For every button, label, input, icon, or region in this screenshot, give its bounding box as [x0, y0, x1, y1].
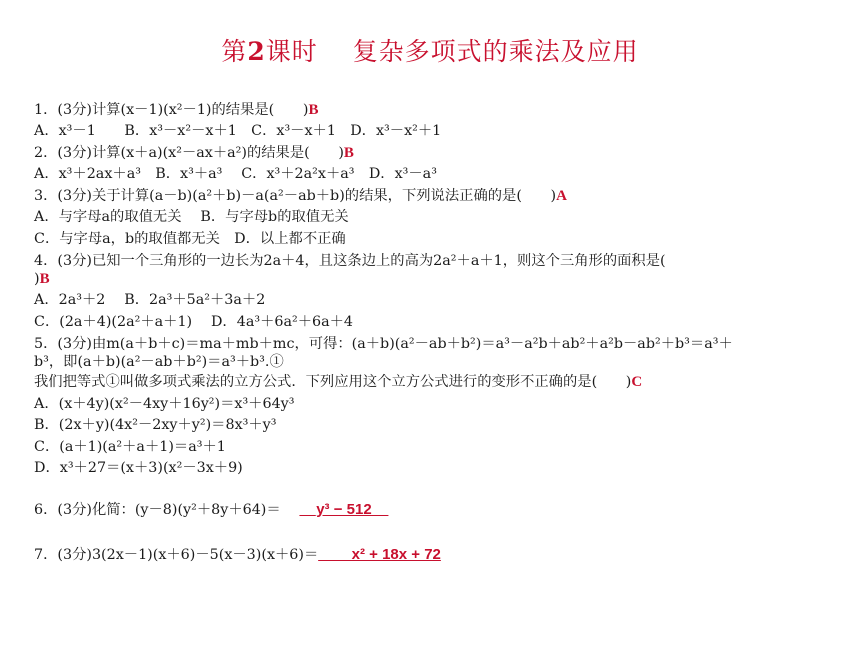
title-text: 课时 复杂多项式的乘法及应用: [265, 37, 639, 66]
question-7-answer: ____x² + 18x + 72: [318, 546, 441, 563]
question-7-text: 7．(3分)3(2x－1)(x＋6)－5(x－3)(x＋6)＝: [34, 547, 319, 563]
question-2-options: A．x³＋2ax＋a³ B．x³＋a³ C．x³＋2a²x＋a³ D．x³－a³: [34, 166, 437, 182]
question-5-option-d: D．x³＋27＝(x＋3)(x²－3x＋9): [34, 460, 243, 476]
question-5-text: 我们把等式①叫做多项式乘法的立方公式．下列应用这个立方公式进行的变形不正确的是( ): [34, 374, 632, 390]
question-3-options-cd: C．与字母a，b的取值都无关 D．以上都不正确: [34, 231, 346, 247]
question-6: [34, 500, 388, 520]
question-4-options-cd: C．(2a＋4)(2a²＋a＋1) D．4a³＋6a²＋6a＋4: [34, 314, 354, 330]
question-5-line-2: b³，即(a＋b)(a²－ab＋b²)＝a³＋b³.①: [34, 354, 284, 370]
question-6-text: 6．(3分)化简：(y－8)(y²＋8y＋64)＝: [34, 502, 300, 518]
question-4-stem-end: [34, 269, 50, 289]
question-3-answer: A: [556, 188, 567, 204]
title-prefix: 第: [221, 37, 248, 66]
question-5-answer: C: [631, 374, 643, 390]
question-4-options-ab: A．2a³＋2 B．2a³＋5a²＋3a＋2: [34, 292, 266, 308]
question-5-option-b: B．(2x＋y)(4x²－2xy＋y²)＝8x³＋y³: [34, 417, 277, 433]
question-3-options-ab: A．与字母a的取值无关 B．与字母b的取值无关: [34, 209, 349, 225]
question-6-answer: __y³ − 512__: [299, 501, 389, 518]
question-1-text: 1．(3分)计算(x－1)(x²－1)的结果是( ): [34, 102, 309, 118]
question-5-line-3: [34, 372, 642, 392]
question-1-stem: [34, 100, 318, 120]
question-3-text: 3．(3分)关于计算(a－b)(a²＋b)－a(a²－ab＋b)的结果，下列说法正确的是( ): [34, 188, 557, 204]
question-3-stem: [34, 186, 567, 206]
question-4-answer: B: [39, 271, 50, 287]
question-4-stem: 4．(3分)已知一个三角形的一边长为2a＋4，且这条边上的高为2a²＋a＋1，则这个三角形的面积是(: [34, 253, 666, 269]
question-1-options: A．x³－1 B．x³－x²－x＋1 C．x³－x＋1 D．x³－x²＋1: [34, 123, 442, 139]
page-title: [0, 32, 860, 68]
question-5-line-1: 5．(3分)由m(a＋b＋c)＝ma＋mb＋mc，可得：(a＋b)(a²－ab＋b²)＝a³－a²b＋ab²＋a²b－ab²＋b³＝a³＋: [34, 336, 733, 352]
question-2-stem: [34, 143, 354, 163]
title-lesson-number: 2: [247, 37, 266, 66]
question-2-answer: B: [343, 145, 354, 161]
question-1-answer: B: [308, 102, 319, 118]
question-7: [34, 545, 441, 565]
question-5-option-c: C．(a＋1)(a²＋a＋1)＝a³＋1: [34, 439, 226, 455]
question-4-paren: ): [34, 271, 40, 287]
question-5-option-a: A．(x＋4y)(x²－4xy＋16y²)＝x³＋64y³: [34, 396, 295, 412]
question-2-text: 2．(3分)计算(x＋a)(x²－ax＋a²)的结果是( ): [34, 145, 344, 161]
